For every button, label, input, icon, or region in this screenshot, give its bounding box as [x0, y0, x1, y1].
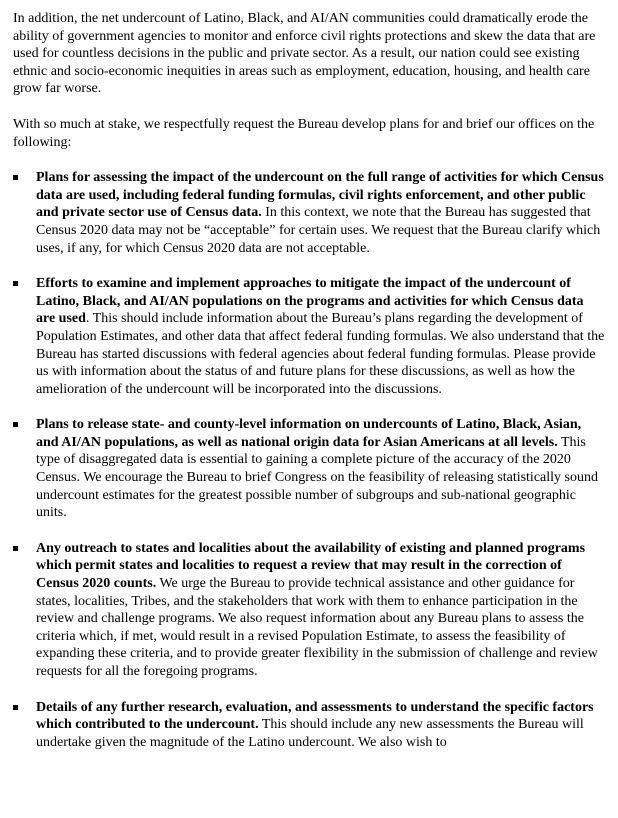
list-item	[13, 699, 605, 752]
request-heading: Any outreach to states and localities about the availability of existing and planned programs which permit states and localities to request a review that may result in the correction of Census 2020 counts.	[36, 540, 586, 592]
request-list	[13, 169, 605, 751]
square-bullet-icon	[13, 175, 18, 180]
request-heading: Details of any further research, evaluation, and assessments to understand the specific factors which contributed to the undercount.	[36, 699, 594, 733]
request-body: . This should include information about the Bureau’s plans regarding the development of Population Estimates, and other data that affect federal funding formulas. We also understand that the Bureau has started discussions with federal agencies about federal funding formulas. Please provide us with information about the status of and future plans for these discussions, as well as how the amelioration of the undercount will be incorporated into the discussions.	[36, 311, 605, 397]
letter-page	[13, 10, 605, 769]
paragraph-request-intro: With so much at stake, we respectfully request the Bureau develop plans for and brief our offices on the following:	[13, 116, 595, 150]
request-body: In this context, we note that the Bureau has suggested that Census 2020 data may not be “acceptable” for certain uses. We request that the Bureau clarify which uses, if any, for which Census 2020 data are not acceptable.	[36, 205, 601, 256]
square-bullet-icon	[13, 705, 18, 710]
request-heading: Efforts to examine and implement approaches to mitigate the impact of the undercount of Latino, Black, and AI/AN populations on the programs and activities for which Census data are used	[36, 276, 584, 327]
request-heading: Plans for assessing the impact of the undercount on the full range of activities for which Census data are used, including federal funding formulas, civil rights enforcement, and other public and private sector use of Census data.	[36, 170, 604, 221]
request-body: This should include any new assessments the Bureau will undertake given the magnitude of the Latino undercount. We also wish to	[36, 717, 584, 750]
request-heading: Plans to release state- and county-level information on undercounts of Latino, Black, Asian, and AI/AN populations, as well as national origin data for Asian Americans at all levels.	[36, 417, 582, 450]
request-body: We urge the Bureau to provide technical assistance and other guidance for states, localities, Tribes, and the stakeholders that work with them to enhance participation in the review and challenge programs. We also request information about any Bureau plans to assess the criteria which, if met, would result in a revised Population Estimate, to assess the feasibility of expanding these criteria, and to provide greater flexibility in the submission of challenge and review requests for all the foregoing programs.	[36, 576, 598, 679]
square-bullet-icon	[13, 546, 18, 551]
paragraph-civil-rights-impact: In addition, the net undercount of Latino, Black, and AI/AN communities could dramatically erode the ability of government agencies to monitor and enforce civil rights protections and skew the data that are used for countless decisions in the public and private sector. As a result, our nation could see existing ethnic and socio-economic inequities in areas such as employment, education, housing, and health care grow far worse.	[13, 11, 596, 97]
list-item	[13, 540, 605, 681]
list-item	[13, 275, 605, 398]
square-bullet-icon	[13, 422, 18, 427]
request-body: This type of disaggregated data is essential to gaining a complete picture of the accuracy of the 2020 Census. We encourage the Bureau to brief Congress on the feasibility of releasing statistically sound undercount estimates for the greatest possible number of subgroups and sub-national geographic units.	[36, 434, 598, 521]
list-item	[13, 416, 605, 522]
list-item	[13, 169, 605, 257]
square-bullet-icon	[13, 281, 18, 286]
